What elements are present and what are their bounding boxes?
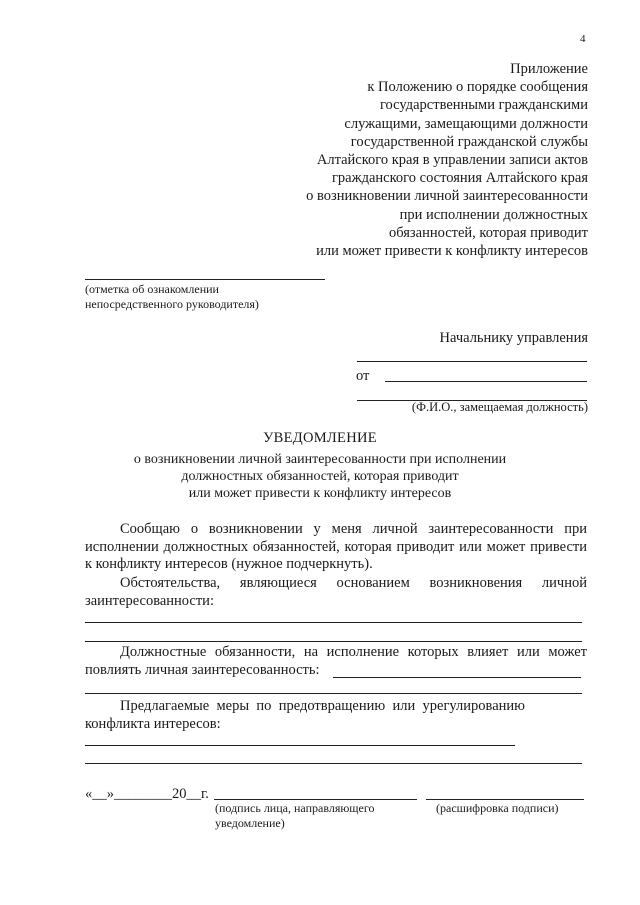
appendix-line: к Положению о порядке сообщения: [367, 79, 588, 96]
appendix-line: служащими, замещающими должности: [344, 115, 588, 132]
appendix-line: обязанностей, которая приводит: [388, 224, 588, 241]
from-field-line[interactable]: [385, 381, 587, 382]
signature-note: (подпись лица, направляющего уведомление): [215, 801, 375, 830]
paragraph-notification: Сообщаю о возникновении у меня личной заинтересованности при исполнении должностных обязанностей, которая приводит или может привести к конфликту интересов (нужное подчеркнуть).: [85, 521, 587, 572]
appendix-line: гражданского состояния Алтайского края: [331, 170, 588, 187]
paragraph-duties: Должностные обязанности, на исполнение которых влияет или может повлиять личная заинтересованность:: [85, 644, 587, 678]
appendix-line: государственной гражданской службы: [350, 133, 588, 150]
appendix-line: государственными гражданскими: [379, 97, 588, 114]
fio-note: (Ф.И.О., замещаемая должность): [411, 400, 588, 414]
appendix-line: Приложение: [510, 61, 588, 77]
addressee-head: Начальнику управления: [439, 330, 588, 346]
duties-line-1[interactable]: [333, 677, 581, 678]
appendix-line: о возникновении личной заинтересованности: [306, 188, 588, 205]
acknowledgement-signature-line[interactable]: [85, 279, 325, 280]
paragraph-circumstances: Обстоятельства, являющиеся основанием возникновения личной заинтересованности:: [85, 575, 587, 609]
addressee-line-1[interactable]: [357, 361, 587, 362]
decode-note: (расшифровка подписи): [436, 801, 559, 815]
acknowledgement-note: (отметка об ознакомлении непосредственного руководителя): [85, 282, 259, 311]
signature-line[interactable]: [214, 799, 417, 800]
paragraph-measures: Предлагаемые меры по предотвращению или урегулированию конфликта интересов:: [85, 698, 525, 732]
from-label: от: [356, 368, 370, 384]
circumstances-line-2[interactable]: [85, 641, 582, 642]
appendix-line: или может привести к конфликту интересов: [316, 243, 588, 260]
document-subtitle: о возникновении личной заинтересованности при исполнении должностных обязанностей, которая приводит или может привести к конфликту интересов: [133, 452, 507, 501]
appendix-line: при исполнении должностных: [399, 206, 588, 223]
decode-line[interactable]: [426, 799, 584, 800]
measures-line-1[interactable]: [85, 745, 515, 746]
duties-line-2[interactable]: [85, 693, 582, 694]
document-title: УВЕДОМЛЕНИЕ: [263, 430, 377, 446]
measures-line-2[interactable]: [85, 763, 582, 764]
date-field[interactable]: «__»________20__г.: [85, 786, 209, 802]
appendix-line: Алтайского края в управлении записи актов: [316, 152, 588, 169]
appendix-header: [168, 60, 588, 260]
page-number: 4: [580, 33, 586, 45]
circumstances-line-1[interactable]: [85, 622, 582, 623]
